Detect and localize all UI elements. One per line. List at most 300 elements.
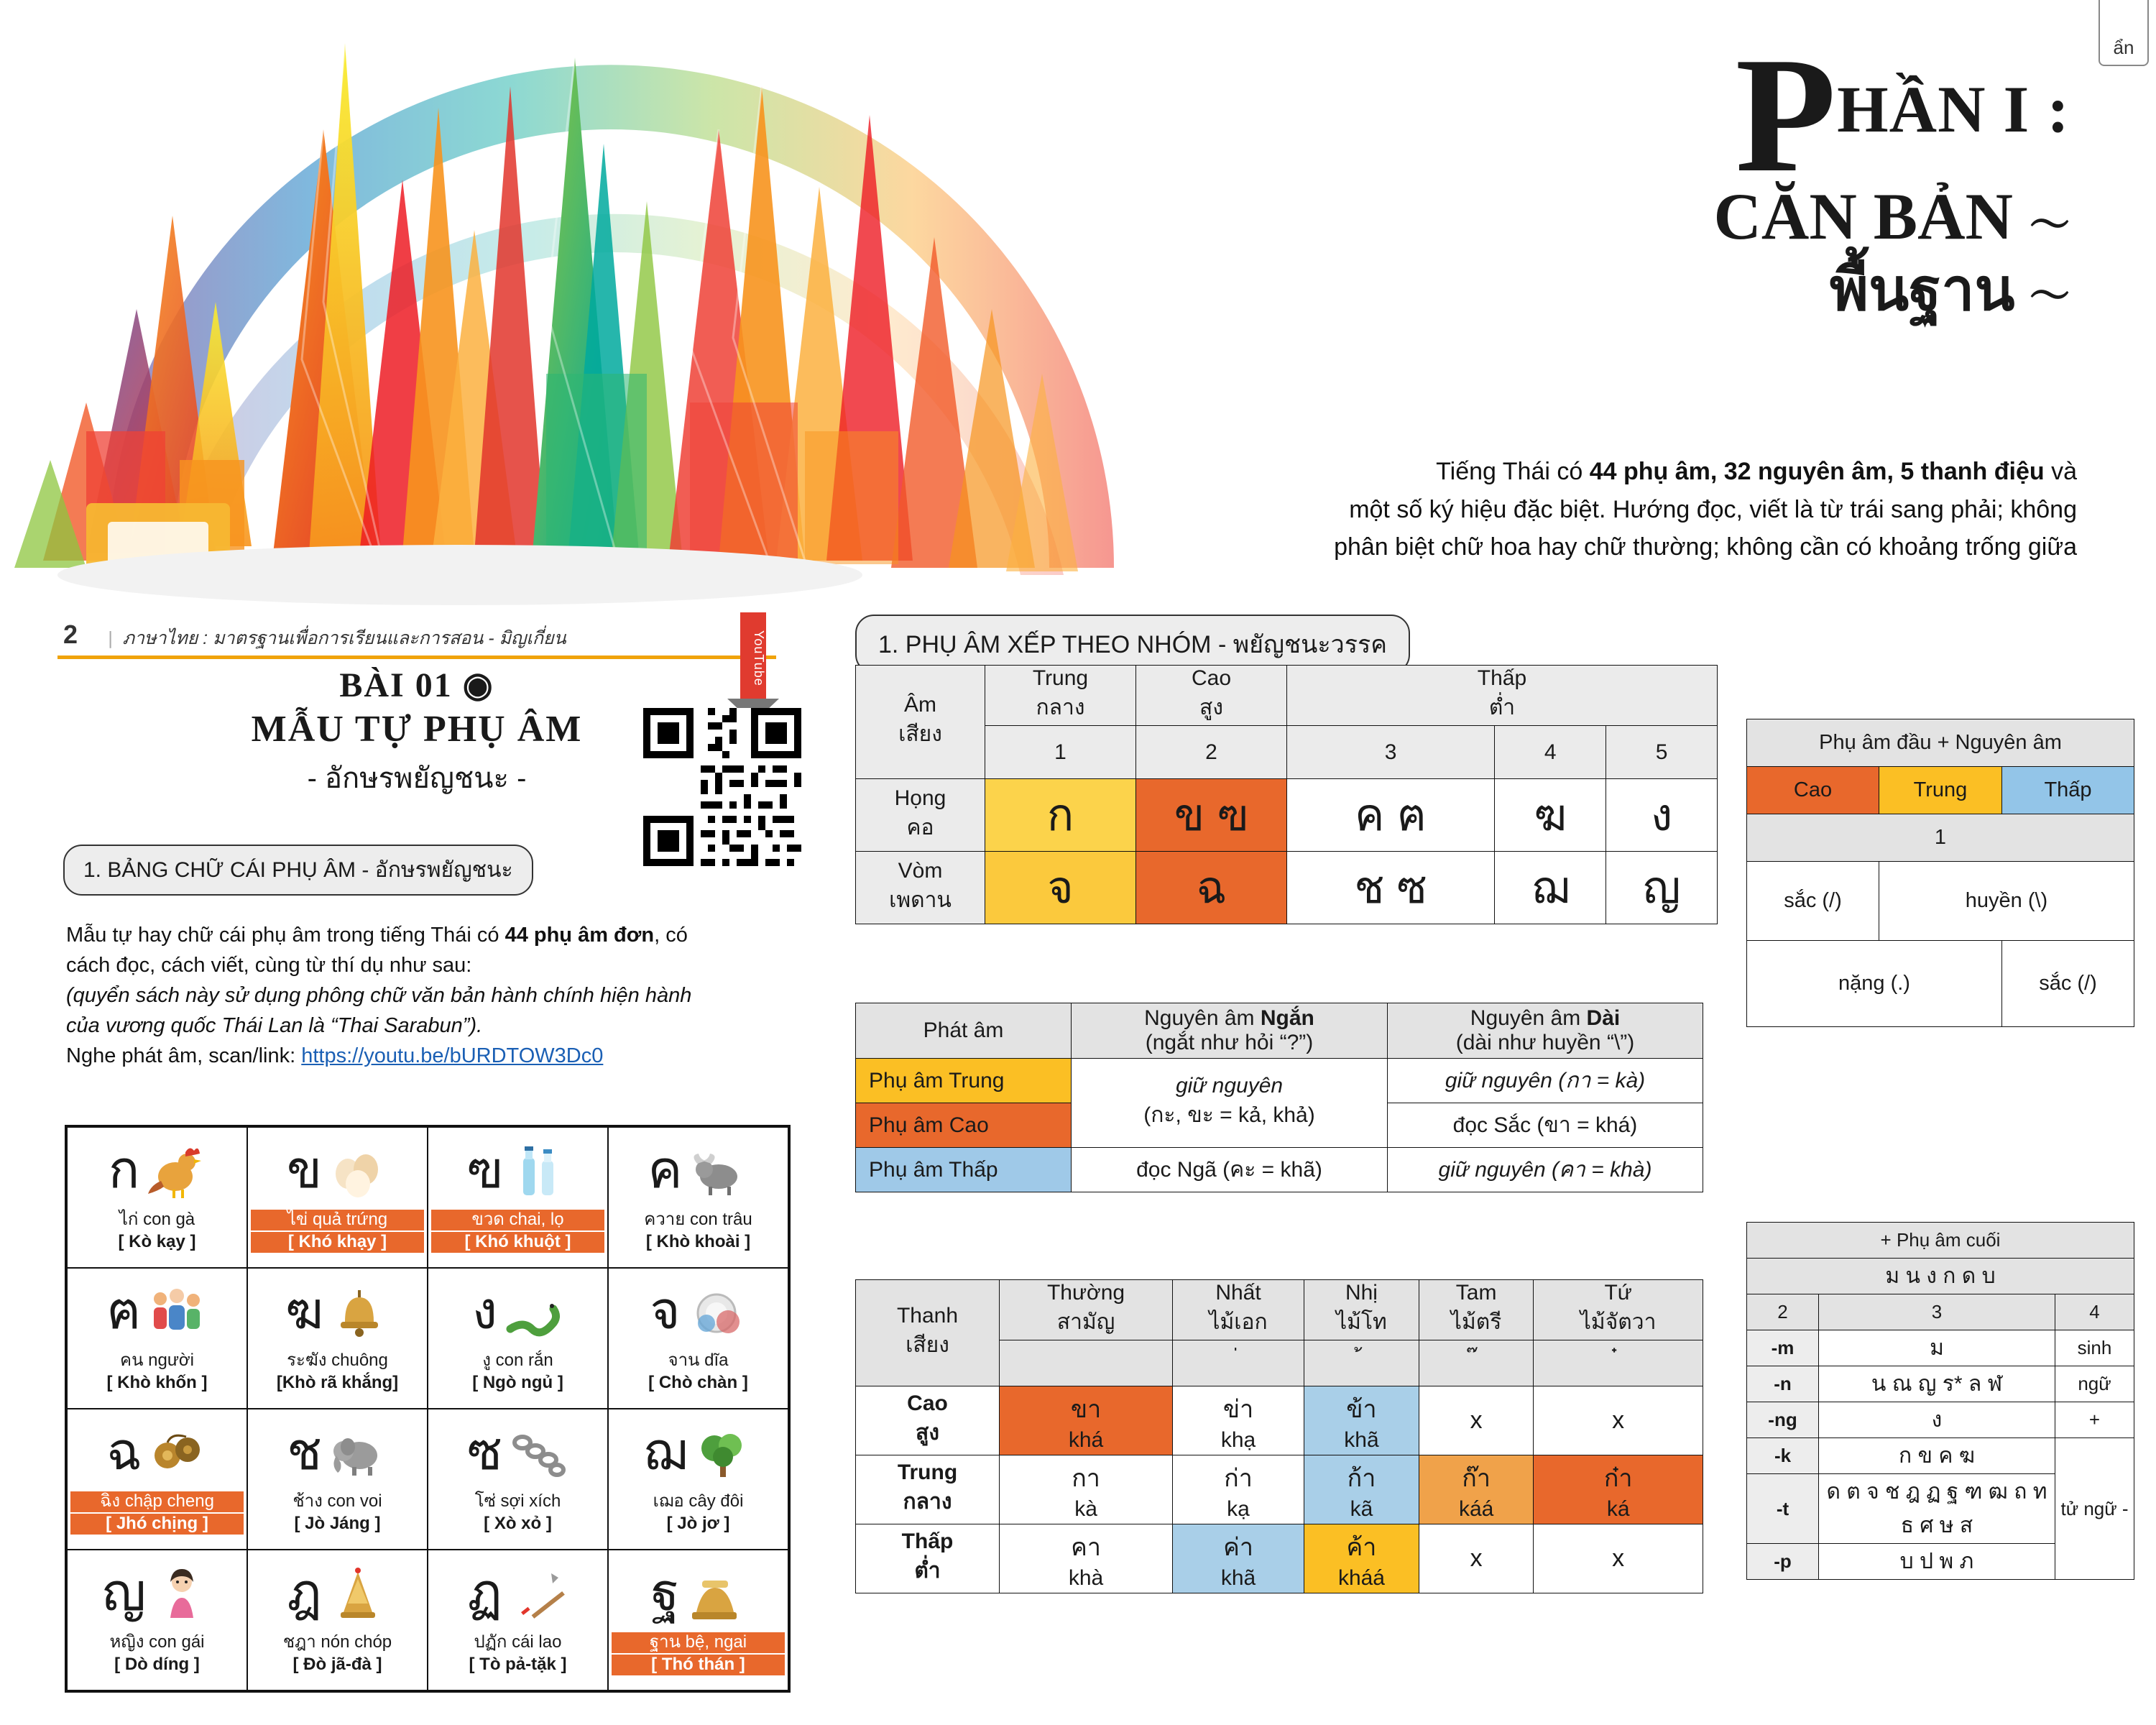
tone-cell [1419, 1524, 1533, 1593]
groups-r1c1: ก [985, 779, 1136, 852]
tone-mark-2 [1304, 1340, 1419, 1386]
consonant-cell[interactable] [67, 1409, 247, 1550]
intro-paragraph [1207, 453, 2077, 566]
tone-cell [1000, 1386, 1173, 1455]
tone-col-4-th: ไม้จัตวา [1580, 1310, 1657, 1334]
phatam-h1: Phát âm [856, 1003, 1072, 1059]
tone-cell-vi: khạ [1220, 1427, 1256, 1452]
consonant-groups-table [855, 665, 1718, 924]
consonant-glyph: ซ [467, 1423, 502, 1481]
lesson-name-vi: MẪU TỰ PHỤ ÂM [251, 709, 583, 750]
groups-col-thap-vi: Thấp [1477, 666, 1527, 690]
final-row1-mid: น ณ ญ ร* ล ฬ [1819, 1366, 2055, 1402]
page-number: 2 [63, 620, 78, 649]
final-colnum-1: 3 [1819, 1294, 2055, 1330]
groups-num-3: 3 [1287, 726, 1495, 779]
tone-cell-thai: ขา [1070, 1395, 1102, 1423]
consonant-reading: [ Khó khạy ] [251, 1232, 424, 1253]
consonant-glyph: ช [287, 1423, 322, 1481]
intro-line1-a: Tiếng Thái có [1436, 458, 1590, 485]
groups-col-trung-vi: Trung [1032, 666, 1089, 690]
phatam-h2-c: (ngắt như hỏi “?”) [1145, 1031, 1314, 1054]
swash-ornament-icon-2: 〜 [2030, 273, 2070, 321]
groups-r1c4: ฆ [1495, 779, 1606, 852]
consonant-picture-bell-icon [328, 1280, 390, 1342]
head-vowel-rownum: 1 [1747, 814, 2134, 862]
swash-ornament-icon: 〜 [2030, 202, 2070, 249]
part-dropcap: P [1735, 23, 1838, 206]
tone-col-1-th: ไม้เอก [1209, 1310, 1268, 1334]
consonant-cell[interactable] [67, 1268, 247, 1409]
groups-r2c3: ช ซ [1287, 852, 1495, 924]
tone-cell-vi: khá [1068, 1427, 1104, 1452]
groups-col-trung [985, 666, 1136, 726]
consonant-cell[interactable] [247, 1268, 428, 1409]
phatam-h3-a: Nguyên âm [1470, 1006, 1587, 1030]
head-vowel-trung: Trung [1879, 767, 2001, 814]
table-row [856, 1148, 1703, 1192]
final-right-merged: tử ngữ - [2055, 1438, 2134, 1580]
consonant-word: งู con rắn [482, 1351, 553, 1370]
section-heading-left: 1. BẢNG CHỮ CÁI PHỤ ÂM - อักษรพยัญชนะ [63, 845, 533, 896]
tone-corner-2: เสียง [906, 1333, 949, 1357]
final-row2-mid: ง [1819, 1402, 2055, 1438]
body-line1-a: Mẫu tự hay chữ cái phụ âm trong tiếng Thái có [66, 924, 505, 947]
head-vowel-title: Phụ âm đầu + Nguyên âm [1747, 719, 2134, 767]
consonant-reading: [ Tò pả-tặk ] [469, 1654, 567, 1674]
phatam-h2-a: Nguyên âm [1144, 1006, 1261, 1030]
intro-line3: phân biệt chữ hoa hay chữ thường; không cần có khoảng trống giữa [1334, 533, 2077, 561]
groups-col-cao-th: สูง [1199, 696, 1223, 719]
table-row [1747, 814, 2134, 862]
table-row [1747, 1294, 2134, 1330]
tone-table [855, 1279, 1703, 1593]
tone-cell-vi: káá [1458, 1496, 1494, 1521]
tone-row-label-th: ต่ำ [914, 1559, 941, 1583]
part-title-line1: HẦN I : [1837, 73, 2070, 146]
groups-row2-label-th: เพดาน [889, 888, 952, 912]
tone-col-1 [1173, 1280, 1304, 1340]
consonant-cell[interactable] [428, 1550, 608, 1690]
final-row3-mid: ก ข ค ฆ [1819, 1438, 2055, 1474]
table-row [1747, 1438, 2134, 1474]
consonant-cell[interactable] [608, 1550, 788, 1690]
consonant-reading: [ Jò jơ ] [666, 1513, 730, 1533]
consonant-glyph: ฏ [467, 1564, 502, 1622]
tone-col-0 [1000, 1280, 1173, 1340]
head-vowel-nang: nặng (.) [1747, 941, 2002, 1027]
groups-r2c1: จ [985, 852, 1136, 924]
consonant-glyph: จ [650, 1282, 681, 1340]
head-vowel-sac: sắc (/) [1747, 862, 1879, 941]
consonant-word: ชฎา nón chóp [282, 1632, 392, 1652]
phatam-row2-label: Phụ âm Cao [856, 1103, 1072, 1148]
consonant-picture-eggs-icon [326, 1139, 388, 1201]
phatam-r1-short: giữ nguyên [1175, 1074, 1284, 1098]
tone-cell [1534, 1386, 1703, 1455]
consonant-reading: [ Xò xỏ ] [484, 1513, 552, 1533]
tone-cell [1173, 1386, 1304, 1455]
tone-col-0-th: สามัญ [1056, 1310, 1115, 1334]
table-row [1747, 1366, 2134, 1402]
table-row [1747, 941, 2134, 1027]
table-row [856, 1003, 1703, 1059]
consonant-cell[interactable] [67, 1550, 247, 1690]
final-row1-label: -n [1747, 1366, 1819, 1402]
consonant-word: ขวด chai, lọ [431, 1210, 604, 1230]
phatam-r3-short: đọc Ngã (คะ = khã) [1072, 1148, 1388, 1192]
lesson-name-th: - อักษรพยัญชนะ - [307, 763, 527, 794]
consonant-word: ช้าง con voi [292, 1491, 382, 1511]
initial-consonant-vowel-table [1746, 719, 2134, 1027]
tone-cell-vi: khà [1068, 1565, 1104, 1590]
consonant-glyph: ฆ [285, 1282, 324, 1340]
final-row3-label: -k [1747, 1438, 1819, 1474]
tone-row-label-vi: Trung [897, 1460, 958, 1484]
consonant-glyph: ฅ [106, 1282, 142, 1340]
consonant-picture-plate-icon [685, 1280, 747, 1342]
groups-col-cao [1136, 666, 1287, 726]
side-tab[interactable] [2099, 0, 2149, 66]
groups-r1c3: ค ฅ [1287, 779, 1495, 852]
tone-col-4 [1534, 1280, 1703, 1340]
thailand-skyline-art [0, 0, 1236, 618]
running-head [108, 624, 566, 653]
consonant-reading: [ Chò chàn ] [648, 1372, 748, 1392]
tone-cell-thai: ค่า [1223, 1533, 1253, 1561]
tone-cell-vi: ká [1606, 1496, 1630, 1521]
phatam-r2-long: đọc Sắc (ขา = khá) [1388, 1103, 1703, 1148]
tone-cell [1534, 1524, 1703, 1593]
consonant-cell[interactable] [428, 1127, 608, 1268]
consonant-reading: [ Thó thán ] [612, 1655, 785, 1675]
consonant-word: ไข่ quả trứng [251, 1210, 424, 1230]
tone-cell-thai: กา [1072, 1464, 1100, 1492]
final-row4-mid: ด ต จ ช ฎ ฏ ฐ ฑ ฒ ถ ท ธ ศ ษ ส [1819, 1474, 2055, 1544]
consonant-word: โซ่ sợi xích [474, 1491, 561, 1511]
consonant-cell[interactable] [608, 1127, 788, 1268]
table-row [856, 779, 1718, 852]
consonant-word: ไก่ con gà [119, 1210, 195, 1229]
consonant-reading: [ Khó khuột ] [431, 1232, 604, 1253]
final-row1-right: ngữ [2055, 1366, 2134, 1402]
tone-mark-4 [1534, 1340, 1703, 1386]
consonant-word: หญิง con gái [109, 1632, 205, 1652]
consonant-cell[interactable] [428, 1409, 608, 1550]
tone-cell-vi: kạ [1227, 1496, 1250, 1521]
head-vowel-huyen: huyền (\) [1879, 862, 2134, 941]
final-title-1: + Phụ âm cuối [1747, 1223, 2134, 1259]
table-row [856, 1524, 1703, 1593]
body-line1-c: , có [654, 924, 688, 947]
body-line2: cách đọc, cách viết, cùng từ thí dụ như sau: [66, 954, 472, 978]
tone-col-4-vi: Tứ [1604, 1281, 1632, 1305]
phatam-short-merged [1072, 1059, 1388, 1148]
youtube-link[interactable]: https://youtu.be/bURDTOW3Dc0 [301, 1044, 604, 1068]
consonant-word: จาน dĩa [668, 1351, 729, 1370]
final-title-2: ม น ง ก ด บ [1747, 1259, 2134, 1294]
phatam-h3-c: (dài như huyền “\”) [1455, 1031, 1635, 1054]
tone-row-label-th: กลาง [903, 1490, 952, 1514]
phatam-r3-long: giữ nguyên (คา = khà) [1388, 1148, 1703, 1192]
groups-num-5: 5 [1606, 726, 1718, 779]
intro-line1-c: và [2044, 458, 2077, 485]
consonant-word: ฐาน bệ, ngai [612, 1632, 785, 1653]
tone-col-2-th: ไม้โท [1336, 1310, 1387, 1334]
consonant-glyph: ฌ [642, 1423, 688, 1481]
groups-col-thap-th: ต่ำ [1488, 696, 1516, 719]
tone-cell-thai: ข้า [1346, 1395, 1377, 1423]
phatam-h3-b: Dài [1586, 1006, 1621, 1030]
table-row [1747, 1330, 2134, 1366]
tone-cell-thai: x [1612, 1407, 1625, 1434]
tone-cell-thai: ก๊า [1462, 1464, 1491, 1492]
qr-code[interactable] [643, 708, 801, 866]
tone-cell [1173, 1455, 1304, 1524]
lesson-title [144, 665, 690, 801]
final-row2-right: + [2055, 1402, 2134, 1438]
consonant-picture-spear-icon [507, 1562, 568, 1624]
table-row [1747, 719, 2134, 767]
tone-col-3-vi: Tam [1455, 1281, 1497, 1305]
qr-code-icon [643, 708, 801, 866]
tone-col-3-th: ไม้ตรี [1450, 1310, 1502, 1334]
tone-cell [1419, 1386, 1533, 1455]
consonant-cell[interactable] [247, 1550, 428, 1690]
tone-cell [1173, 1524, 1304, 1593]
tone-corner [856, 1280, 1000, 1386]
tone-cell [1419, 1455, 1533, 1524]
head-vowel-sac2: sắc (/) [2001, 941, 2134, 1027]
consonant-reading: [ Jhó chịng ] [70, 1514, 244, 1535]
pronunciation-table [855, 1003, 1703, 1192]
tone-cell-thai: คา [1071, 1533, 1101, 1561]
section-heading-right: 1. PHỤ ÂM XẾP THEO NHÓM - พยัญชนะวรรค [855, 615, 1410, 673]
groups-col-cao-vi: Cao [1191, 666, 1232, 690]
phatam-h2 [1072, 1003, 1388, 1059]
consonant-picture-tree-icon [691, 1421, 753, 1483]
consonant-word: ฉิ่ง chập cheng [70, 1491, 244, 1512]
youtube-tab-label: YouTube [752, 630, 766, 686]
consonant-cell[interactable] [608, 1268, 788, 1409]
groups-num-2: 2 [1136, 726, 1287, 779]
final-row2-label: -ng [1747, 1402, 1819, 1438]
body-line4: của vương quốc Thái Lan là “Thai Sarabun”). [66, 1014, 483, 1038]
tone-row-label-vi: Thấp [901, 1530, 954, 1553]
consonant-picture-cymbals-icon [146, 1421, 208, 1483]
orange-rule [57, 656, 776, 659]
final-row0-mid: ม [1819, 1330, 2055, 1366]
table-row [856, 726, 1718, 779]
consonant-picture-bottle-icon [507, 1139, 569, 1201]
tone-mark-0 [1000, 1340, 1173, 1386]
final-colnum-2: 4 [2055, 1294, 2134, 1330]
groups-row1-label-vi: Họng [894, 786, 946, 810]
phatam-h2-b: Ngắn [1260, 1006, 1314, 1030]
consonant-glyph: ฎ [287, 1564, 322, 1622]
consonant-reading: [ Đò jã-đà ] [292, 1654, 382, 1674]
groups-col-thap [1287, 666, 1718, 726]
consonant-reading: [Khò rã khắng] [276, 1372, 399, 1392]
tone-cell [1304, 1386, 1419, 1455]
body-line1-bold: 44 phụ âm đơn [505, 924, 655, 947]
part-title-line3: พื้นฐาน [1830, 257, 2015, 323]
table-row [1747, 1402, 2134, 1438]
tone-cell [1534, 1455, 1703, 1524]
final-row5-label: -p [1747, 1544, 1819, 1580]
part-title-line2: CĂN BẢN [1713, 180, 2013, 254]
intro-body-left [66, 920, 792, 1071]
tone-cell [1304, 1455, 1419, 1524]
groups-row1-label [856, 779, 985, 852]
lesson-number: BÀI 01 ◉ [339, 666, 494, 704]
tone-cell-thai: ข่า [1222, 1395, 1254, 1423]
consonant-picture-elephant-icon [326, 1421, 388, 1483]
intro-line1-bold: 44 phụ âm, 32 nguyên âm, 5 thanh điệu [1589, 458, 2045, 485]
table-row [856, 1280, 1703, 1340]
table-row [856, 852, 1718, 924]
consonant-reading: [ Kò kạy ] [118, 1231, 196, 1251]
tone-col-2-vi: Nhị [1345, 1281, 1378, 1305]
groups-r1c2: ข ฃ [1136, 779, 1287, 852]
consonant-word: เฌอ cây đôi [653, 1491, 744, 1511]
groups-r1c5: ง [1606, 779, 1718, 852]
final-colnum-0: 2 [1747, 1294, 1819, 1330]
table-row [856, 1386, 1703, 1455]
consonant-word: คน người [120, 1351, 194, 1370]
groups-corner-1: Âm [904, 693, 936, 717]
side-tab-label: ẩn [2113, 37, 2134, 58]
groups-corner [856, 666, 985, 779]
table-row [1747, 1259, 2134, 1294]
groups-r2c5: ญ [1606, 852, 1718, 924]
consonant-word: ควาย con trâu [644, 1210, 752, 1229]
tone-cell [1000, 1524, 1173, 1593]
tone-cell-thai: x [1470, 1407, 1483, 1434]
body-line3: (quyển sách này sử dụng phông chữ văn bản hành chính hiện hành [66, 984, 692, 1008]
groups-r2c4: ฌ [1495, 852, 1606, 924]
table-row [1747, 862, 2134, 941]
consonant-picture-buffalo-icon [687, 1139, 749, 1201]
groups-corner-2: เสียง [898, 722, 942, 746]
phatam-r1-long: giữ nguyên (กา = kà) [1388, 1059, 1703, 1103]
final-row0-label: -m [1747, 1330, 1819, 1366]
consonant-picture-girl-icon [150, 1562, 212, 1624]
consonant-picture-pedestal-icon [683, 1562, 745, 1624]
tone-col-2 [1304, 1280, 1419, 1340]
phatam-row3-label: Phụ âm Thấp [856, 1148, 1072, 1192]
phatam-r2-short: (กะ, ขะ = kả, khả) [1143, 1103, 1315, 1127]
head-vowel-thap: Thấp [2001, 767, 2134, 814]
consonant-chart [65, 1125, 791, 1693]
tone-mark-3 [1419, 1340, 1533, 1386]
consonant-cell[interactable] [608, 1409, 788, 1550]
consonant-glyph: ฉ [106, 1423, 142, 1481]
final-row5-mid: บ ป พ ภ [1819, 1544, 2055, 1580]
tone-row-label-vi: Cao [907, 1392, 948, 1415]
consonant-glyph: ค [648, 1141, 683, 1199]
consonant-reading: [ Khò khoài ] [645, 1231, 751, 1251]
tone-cell-vi: kà [1074, 1496, 1097, 1521]
consonant-glyph: ฐ [650, 1564, 680, 1622]
consonant-cell[interactable] [247, 1409, 428, 1550]
tone-row-label-th: สูง [916, 1421, 939, 1445]
groups-num-1: 1 [985, 726, 1136, 779]
consonant-word: ปฏัก cái lao [474, 1632, 562, 1652]
running-head-divider: | [108, 628, 113, 648]
table-row [1747, 1223, 2134, 1259]
hero-illustration [0, 0, 1236, 618]
groups-row2-label [856, 852, 985, 924]
tone-row-label [856, 1524, 1000, 1593]
phatam-row1-label: Phụ âm Trung [856, 1059, 1072, 1103]
consonant-glyph: ง [471, 1282, 498, 1340]
consonant-picture-rooster-icon [144, 1139, 206, 1201]
final-row0-right: sinh [2055, 1330, 2134, 1366]
consonant-picture-crown-icon [326, 1562, 388, 1624]
groups-row1-label-th: คอ [906, 815, 934, 840]
tone-cell-vi: kháá [1337, 1565, 1385, 1590]
tone-cell-thai: ก๋า [1603, 1464, 1633, 1492]
tone-cell-thai: ก่า [1224, 1464, 1253, 1492]
consonant-reading: [ Jò Jáng ] [294, 1513, 381, 1533]
consonant-picture-people-icon [146, 1280, 208, 1342]
consonant-picture-chain-icon [507, 1421, 568, 1483]
consonant-cell[interactable] [428, 1268, 608, 1409]
body-line5: Nghe phát âm, scan/link: [66, 1044, 302, 1068]
tone-cell [1304, 1524, 1419, 1593]
groups-num-4: 4 [1495, 726, 1606, 779]
groups-r2c2: ฉ [1136, 852, 1287, 924]
part-heading [1265, 23, 2070, 326]
consonant-reading: [ Dò díng ] [114, 1654, 200, 1674]
tone-cell [1000, 1455, 1173, 1524]
table-row [856, 1059, 1703, 1103]
consonant-word: ระฆัง chuông [287, 1351, 388, 1370]
running-head-text: ภาษาไทย : มาตรฐานเพื่อการเรียนและการสอน - มิญเกี่ยน [122, 628, 566, 648]
tone-col-0-vi: Thường [1046, 1281, 1125, 1305]
tone-cell-thai: x [1470, 1545, 1483, 1572]
tone-cell-vi: khã [1344, 1427, 1379, 1452]
consonant-reading: [ Khò khốn ] [106, 1372, 208, 1392]
consonant-glyph: ก [108, 1141, 140, 1199]
groups-col-trung-th: กลาง [1036, 696, 1085, 719]
tone-col-3 [1419, 1280, 1533, 1340]
tone-row-label [856, 1455, 1000, 1524]
final-row4-label: -t [1747, 1474, 1819, 1544]
consonant-cell[interactable] [247, 1127, 428, 1268]
tone-col-1-vi: Nhất [1215, 1281, 1261, 1305]
groups-row2-label-vi: Vòm [898, 858, 943, 883]
head-vowel-cao: Cao [1747, 767, 1879, 814]
tone-mark-1 [1173, 1340, 1304, 1386]
phatam-h3 [1388, 1003, 1703, 1059]
consonant-picture-snake-icon [502, 1280, 563, 1342]
tone-corner-1: Thanh [896, 1304, 959, 1328]
intro-line2: một số ký hiệu đặc biệt. Hướng đọc, viết là từ trái sang phải; không [1349, 495, 2077, 523]
consonant-glyph: ฃ [466, 1141, 503, 1199]
consonant-glyph: ญ [101, 1564, 147, 1622]
tone-cell-thai: x [1612, 1545, 1625, 1572]
tone-cell-thai: ก้า [1347, 1464, 1376, 1492]
tone-cell-thai: ค้า [1346, 1533, 1377, 1561]
table-row [856, 666, 1718, 726]
tone-cell-vi: kã [1350, 1496, 1373, 1521]
consonant-cell[interactable] [67, 1127, 247, 1268]
tone-row-label [856, 1386, 1000, 1455]
youtube-tab[interactable] [740, 612, 766, 699]
consonant-glyph: ข [286, 1141, 323, 1199]
